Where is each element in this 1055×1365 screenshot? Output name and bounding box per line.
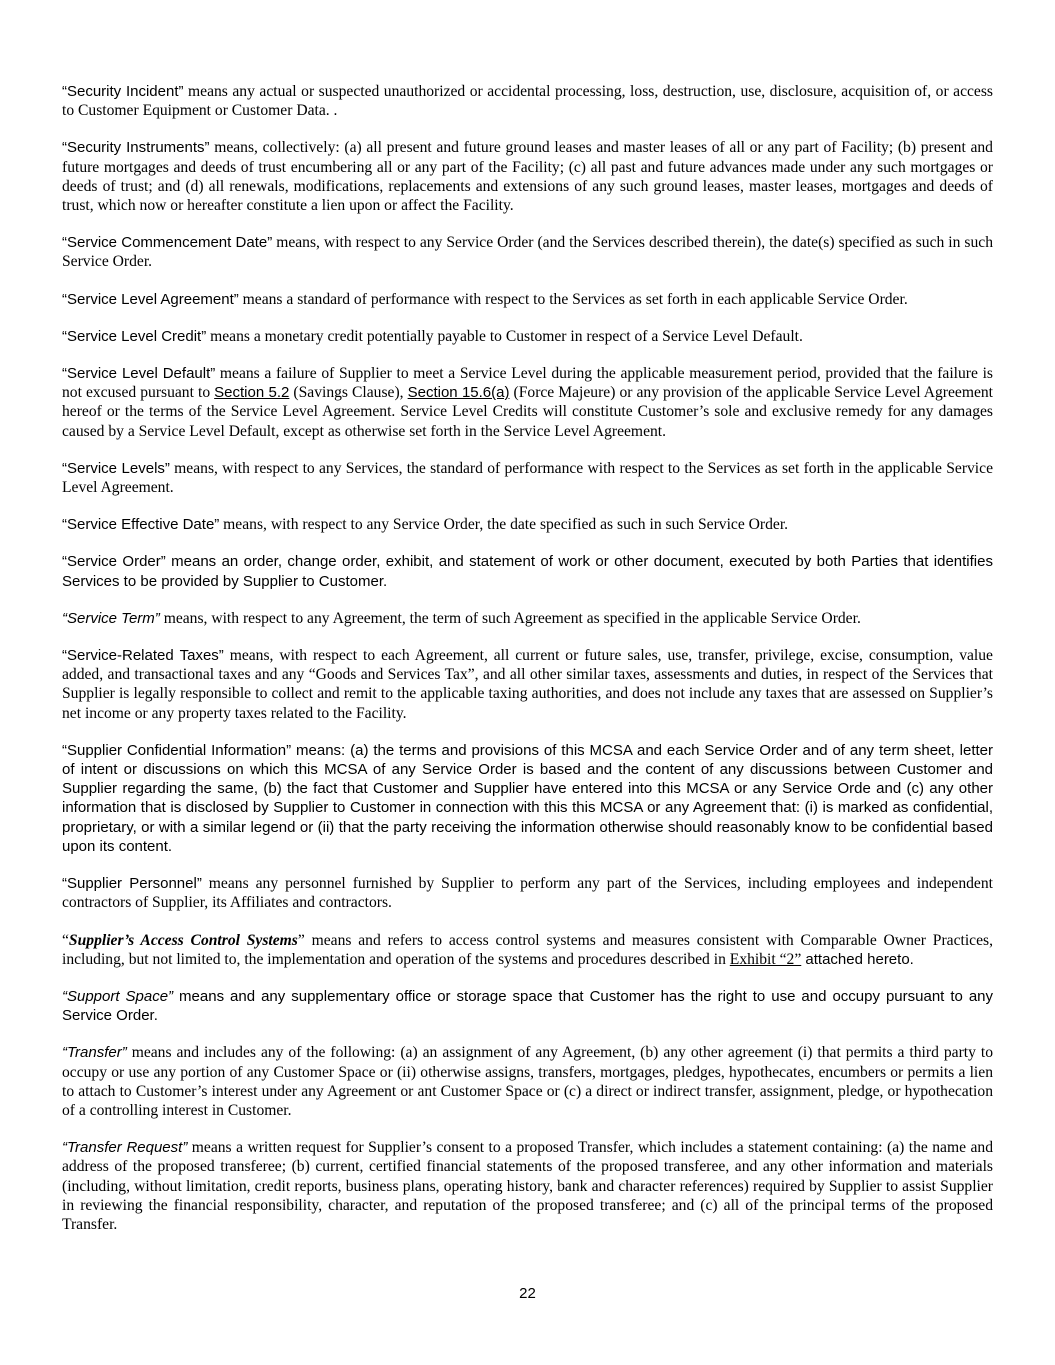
definition-body: means a failure of Supplier to meet a Service Level during the applicable measurement period, provided that the failure is not excused pursuant to	[62, 365, 993, 402]
definition-term: “Service-Related Taxes”	[62, 647, 224, 665]
definition-body: means, collectively: (a) all present and future ground leases and master leases of all or any part of Facility; (b) present and future mortgages and deeds of trust encumbering all or any part of the Facility; (c) all past and future advances made under any such mortgages or deeds of trust; and (d) all renewals, modifications, replacements and extensions of any such ground leases, master leases, mortgages and deeds of trust, which now or hereafter constitute a lien upon or affect the Facility.	[62, 139, 993, 215]
definition-term: Supplier’s Access Control Systems	[68, 931, 298, 949]
definition-body: means and any supplementary office or storage space that Customer has the right to use and occupy pursuant to any Service Order.	[62, 987, 994, 1025]
definition-body: means any personnel furnished by Supplier to perform any part of the Services, including employees and independent contractors of Supplier, its Affiliates and contractors.	[62, 875, 993, 912]
definition-body: means: (a) the terms and provisions of this MCSA and each Service Order and of any term sheet, letter of intent or discussions on which this MCSA of any Service Order is based and the content of any discussions between Customer and Supplier regarding the same, (b) the fact that Customer and Supplier have entered into this MCSA or any Service Orde and (c) any other information that is disclosed by Supplier to Customer in connection with this this MCSA or any Agreement that: (i) is marked as confidential, proprietary, or with a similar legend or (ii) that the party receiving the information otherwise should reasonably know to be confidential based upon its content.	[62, 741, 993, 855]
definition-body: means a standard of performance with respect to the Services as set forth in each applicable Service Order.	[238, 290, 908, 308]
definition-body: means a written request for Supplier’s consent to a proposed Transfer, which includes a statement containing: (a) the name and address of the proposed transferee; (b) current, certified financial statements of the proposed transferee, and any other information and materials (including, without limitation, credit reports, business plans, operating history, bank and character references) required by Supplier to assist Supplier in reviewing the financial responsibility, character, and reputation of the proposed transferee; and (c) all of the principal terms of the proposed Transfer.	[62, 1139, 994, 1233]
definition-term: “Service Effective Date”	[62, 516, 220, 534]
definition-service-related-taxes	[62, 646, 993, 723]
definition-term: “Support Space”	[62, 987, 174, 1005]
definition-term: “Service Term”	[62, 609, 160, 627]
definition-term-close-quote: ”	[297, 931, 305, 949]
definition-body: means an order, change order, exhibit, and statement of work or other document, executed by both Parties that identifies Services to be provided by Supplier to Customer.	[62, 553, 993, 590]
definition-security-instruments	[62, 138, 993, 215]
definition-service-term	[62, 609, 993, 628]
definition-term: “Supplier Confidential Information”	[62, 741, 292, 759]
definition-term: “Transfer Request”	[62, 1139, 188, 1157]
definition-body: means, with respect to any Service Order (and the Services described therein), the date(s) specified as such in such Service Order.	[62, 234, 993, 271]
definition-body: (Savings Clause),	[289, 384, 408, 402]
definition-term: “Transfer”	[62, 1044, 127, 1062]
page-number: 22	[519, 1285, 536, 1302]
definition-term: “Service Levels”	[62, 459, 170, 477]
definition-security-incident	[62, 82, 993, 120]
definition-service-level-agreement	[62, 290, 993, 309]
definition-body: (Force Majeure) or any provision of the applicable Service Level Agreement hereof or the terms of the Service Level Agreement. Service Level Credits will constitute Customer’s sole and exclusive remedy for any damages caused by a Service Level Default, except as otherwise set forth in the Service Level Agreement.	[62, 384, 993, 440]
definition-term-open-quote: “	[62, 931, 69, 949]
definition-suppliers-access-control-systems	[62, 931, 993, 969]
definition-transfer-request	[62, 1138, 993, 1234]
definition-service-order	[62, 552, 993, 590]
definition-body: means, with respect to any Service Order, the date specified as such in such Service Order.	[219, 516, 789, 534]
definition-body: means, with respect to each Agreement, all current or future sales, use, transfer, privilege, excise, consumption, value added, and transactional taxes and any “Goods and Services Tax”, and all other similar taxes, assessments and duties, in respect of the Services that Supplier is legally responsible to collect and remit to the applicable taxing authorities, and does not include any taxes that are assessed on Supplier’s net income or any property taxes related to the Facility.	[62, 647, 993, 722]
definition-service-level-credit	[62, 327, 993, 346]
definition-service-level-default	[62, 364, 993, 441]
definition-body: means a monetary credit potentially payable to Customer in respect of a Service Level Default.	[206, 327, 803, 345]
definition-transfer	[62, 1043, 993, 1120]
definition-term: “Security Instruments”	[62, 139, 210, 157]
definition-body: means, with respect to any Agreement, the term of such Agreement as specified in the applicable Service Order.	[159, 609, 861, 627]
definition-body: means any actual or suspected unauthorized or accidental processing, loss, destruction, use, disclosure, acquisition of, or access to Customer Equipment or Customer Data. .	[62, 83, 993, 120]
definition-service-effective-date	[62, 515, 993, 534]
definition-term: “Service Commencement Date”	[62, 234, 273, 252]
definition-term: “Service Level Credit”	[62, 327, 207, 345]
definition-body: means, with respect to any Services, the standard of performance with respect to the Services as set forth in the applicable Service Level Agreement.	[62, 459, 993, 497]
definition-body: means and includes any of the following: (a) an assignment of any Agreement, (b) any other agreement (i) that permits a third party to occupy or use any portion of any Customer Space or (ii) otherwise assigns, transfers, mortgages, pledges, hypothecates, encumbers or permits a lien to attach to Customer’s interest under any Agreement or ant Customer Space or (c) a direct or indirect transfer, assignment, pledge, or hypothecation of a controlling interest in Customer.	[62, 1044, 993, 1119]
definition-service-levels	[62, 459, 993, 497]
definition-body: attached hereto.	[801, 950, 914, 968]
section-5-2-link[interactable]: Section 5.2	[214, 384, 290, 402]
definition-term: “Security Incident”	[62, 83, 184, 100]
definition-support-space	[62, 987, 993, 1025]
definition-supplier-personnel	[62, 874, 993, 912]
section-15-6a-link[interactable]: Section 15.6(a)	[407, 384, 510, 402]
definition-supplier-confidential-information	[62, 741, 993, 856]
definition-term: “Service Level Default”	[62, 365, 216, 383]
definition-term: “Service Order”	[62, 553, 166, 571]
definition-body: means and refers to access control systems and measures consistent with Comparable Owner Practices, including, but not limited to, the implementation and operation of the systems and procedures described in	[62, 931, 993, 968]
definition-term: “Service Level Agreement”	[62, 290, 239, 308]
definition-term: “Supplier Personnel”	[62, 875, 202, 893]
exhibit-2-link[interactable]: Exhibit “2”	[729, 950, 802, 968]
definition-service-commencement-date	[62, 233, 993, 271]
